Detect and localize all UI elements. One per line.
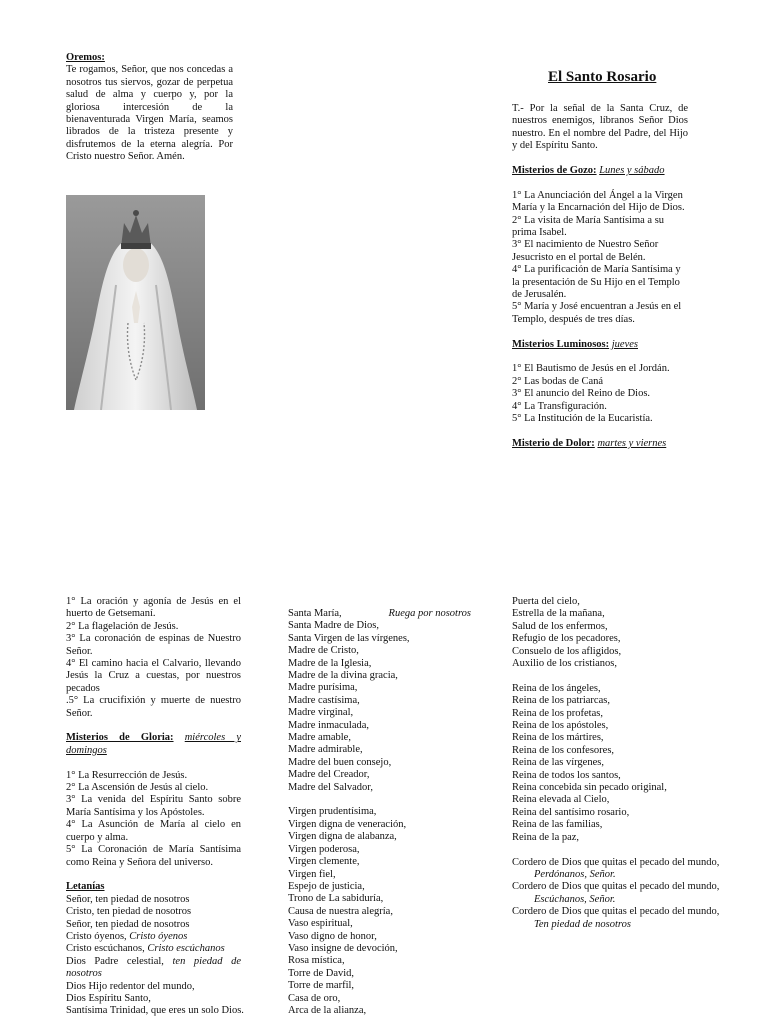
list-item: 3° El anuncio del Reino de Dios.: [512, 388, 651, 400]
list-item: Vaso insigne de devoción,: [288, 942, 398, 954]
list-item: Reina de los ángeles,: [512, 682, 601, 694]
litany-line: [66, 906, 241, 918]
page-title: El Santo Rosario: [548, 69, 657, 85]
list-item: Torre de David,: [288, 967, 355, 979]
list-item: 5° La Coronación de María Santísima como Reina y Señora del universo.: [66, 844, 241, 868]
list-item: Auxilio de los cristianos,: [512, 658, 617, 670]
list-item: Madre de la Iglesia,: [288, 657, 372, 669]
agnus-dei-line: Cordero de Dios que quitas el pecado del mundo,: [512, 856, 720, 868]
agnus-dei-response: Escúchanos, Señor.: [534, 893, 616, 905]
list-item: Reina elevada al Cielo,: [512, 794, 610, 806]
intro-section: [512, 103, 688, 153]
list-item: .5° La crucifixión y muerte de nuestro Señor.: [66, 695, 241, 719]
list-item: Madre virginal,: [288, 707, 354, 719]
list-item: 4° La Asunción de María al cielo en cuerpo y alma.: [66, 819, 241, 843]
litany-response: Cristo óyenos: [129, 930, 188, 942]
list-item: Estrella de la mañana,: [512, 608, 605, 620]
litany-line: [66, 919, 241, 931]
dolor-days: martes y viernes: [597, 437, 667, 449]
agnus-dei-response: Ten piedad de nosotros: [534, 918, 631, 930]
list-item: Madre de Cristo,: [288, 645, 359, 657]
list-item: Reina de las familias,: [512, 819, 603, 831]
oremos-text: Te rogamos, Señor, que nos concedas a nosotros tus siervos, gozar de perpetua salud de alma y cuerpo y, por la gloriosa intercesión de la bienaventurada Virgen María, seamos librados de la tristeza presente y disfrutemos de la eterna alegría. Por Cristo nuestro Señor. Amén.: [66, 64, 233, 163]
litany-first-row: [288, 608, 473, 620]
list-item: Madre del Salvador,: [288, 781, 374, 793]
oremos-section: [66, 52, 233, 164]
list-item: 1° El Bautismo de Jesús en el Jordán.: [512, 363, 670, 375]
litany-column-3: [512, 596, 724, 931]
list-item: 1° La oración y agonía de Jesús en el huerto de Getsemaní.: [66, 596, 241, 620]
litany-text: Dios Hijo redentor del mundo,: [66, 980, 195, 992]
litany-invocation: Santa María,: [288, 608, 342, 619]
list-item: Reina de todos los santos,: [512, 769, 621, 781]
list-item: Reina de los confesores,: [512, 744, 615, 756]
litany-response: Cristo escúchanos: [147, 943, 225, 955]
dolor-heading: Misterio de Dolor:: [512, 437, 595, 449]
list-item: 4° La purificación de María Santísima y la presentación de Su Hijo en el Templo de Jerusalén.: [512, 264, 681, 301]
litany-line: [66, 1005, 244, 1017]
litany-column-2: [288, 608, 473, 1017]
list-item: Santa Madre de Dios,: [288, 620, 379, 632]
list-item: Virgen poderosa,: [288, 843, 360, 855]
intro-text: T.- Por la señal de la Santa Cruz, de nuestros enemigos, líbranos Señor Dios nuestro. En el nombre del Padre, del Hijo y del Espíritu Santo.: [512, 103, 688, 152]
list-item: 3° La coronación de espinas de Nuestro Señor.: [66, 633, 241, 657]
gloria-heading: Misterios de Gloria:: [66, 732, 174, 744]
list-item: 4° El camino hacia el Calvario, llevando Jesús la Cruz a cuestas, por nuestros pecados: [66, 658, 241, 694]
agnus-dei-line: Cordero de Dios que quitas el pecado del mundo,: [512, 906, 720, 918]
list-item: Madre purísima,: [288, 682, 358, 694]
gozo-section: [512, 165, 690, 450]
list-item: Madre castísima,: [288, 694, 360, 706]
list-item: Reina de los apóstoles,: [512, 720, 609, 732]
agnus-dei-line: Cordero de Dios que quitas el pecado del mundo,: [512, 881, 720, 893]
litany-text: Señor, ten piedad de nosotros: [66, 918, 190, 930]
litany-line: [66, 993, 241, 1005]
list-item: Casa de oro,: [288, 992, 341, 1004]
litany-line: [66, 894, 241, 906]
list-item: Virgen digna de alabanza,: [288, 831, 397, 843]
list-item: Vaso espiritual,: [288, 918, 353, 930]
list-item: Reina de los profetas,: [512, 707, 603, 719]
list-item: Trono de La sabiduría,: [288, 893, 384, 905]
list-item: Consuelo de los afligidos,: [512, 645, 622, 657]
list-item: Reina de las vírgenes,: [512, 757, 604, 769]
list-item: Vaso digno de honor,: [288, 930, 377, 942]
list-item: Reina de la paz,: [512, 831, 580, 843]
list-item: Virgen clemente,: [288, 856, 360, 868]
list-item: 2° La Ascensión de Jesús al cielo.: [66, 782, 209, 794]
list-item: Madre amable,: [288, 732, 351, 744]
list-item: Refugio de los pecadores,: [512, 633, 621, 645]
list-item: 5° María y José encuentran a Jesús en el Templo, después de tres días.: [512, 301, 682, 325]
list-item: Salud de los enfermos,: [512, 620, 608, 632]
gloria-days: miércoles y domingos: [66, 732, 241, 756]
litany-line: [66, 956, 241, 981]
gozo-heading: Misterios de Gozo:: [512, 165, 597, 176]
list-item: 1° La Resurrección de Jesús.: [66, 769, 188, 781]
letanias-heading: Letanías: [66, 881, 105, 893]
list-item: Torre de marfil,: [288, 980, 355, 992]
list-item: 3° La venida del Espíritu Santo sobre María Santísima y los Apóstoles.: [66, 794, 241, 818]
list-item: 2° Las bodas de Caná: [512, 375, 604, 387]
litany-line: [66, 943, 241, 955]
virgin-statue-photo: [66, 195, 205, 410]
agnus-dei-response: Perdónanos, Señor.: [534, 868, 616, 880]
gozo-days: Lunes y sábado: [599, 165, 665, 176]
litany-response: Ruega por nosotros: [388, 608, 471, 619]
litany-line: [66, 931, 241, 943]
list-item: Virgen fiel,: [288, 868, 336, 880]
litany-line: [66, 981, 241, 993]
list-item: Rosa mística,: [288, 955, 345, 967]
list-item: 4° La Transfiguración.: [512, 400, 607, 412]
list-item: Madre admirable,: [288, 744, 363, 756]
list-item: 2° La flagelación de Jesús.: [66, 620, 179, 632]
list-item: Reina del santísimo rosario,: [512, 806, 630, 818]
list-item: Arca de la alianza,: [288, 1004, 367, 1016]
list-item: Virgen prudentísima,: [288, 806, 377, 818]
litany-response: ten piedad de nosotros: [66, 955, 241, 980]
list-item: Madre del buen consejo,: [288, 756, 392, 768]
list-item: 2° La visita de María Santísima a su prima Isabel.: [512, 214, 665, 239]
list-item: Madre del Creador,: [288, 769, 370, 781]
litany-text: Cristo, ten piedad de nosotros: [66, 906, 192, 918]
list-item: Reina de los patriarcas,: [512, 695, 610, 707]
litany-text: Señor, ten piedad de nosotros: [66, 893, 190, 905]
list-item: Virgen digna de veneración,: [288, 818, 407, 830]
litany-text: Cristo óyenos,: [66, 930, 130, 942]
dolor-gloria-column: [66, 596, 244, 1018]
list-item: Santa Virgen de las vírgenes,: [288, 632, 410, 644]
list-item: 1° La Anunciación del Ángel a la Virgen María y la Encarnación del Hijo de Dios.: [512, 189, 685, 214]
luminosos-days: jueves: [611, 338, 638, 350]
list-item: Reina concebida sin pecado original,: [512, 782, 667, 794]
oremos-heading: Oremos:: [66, 52, 105, 63]
litany-text: Dios Padre celestial,: [66, 955, 173, 967]
list-item: Causa de nuestra alegría,: [288, 905, 393, 917]
list-item: Puerta del cielo,: [512, 596, 580, 607]
list-item: Madre de la divina gracia,: [288, 670, 398, 682]
list-item: 3° El nacimiento de Nuestro Señor Jesucristo en el portal de Belén.: [512, 239, 659, 263]
litany-text: Dios Espíritu Santo,: [66, 992, 151, 1004]
luminosos-heading: Misterios Luminosos:: [512, 338, 610, 350]
litany-text: Santísima Trinidad, que eres un solo Dios.: [66, 1005, 244, 1017]
list-item: 5° La Institución de la Eucaristía.: [512, 413, 653, 425]
list-item: Madre inmaculada,: [288, 719, 370, 731]
list-item: Espejo de justicia,: [288, 880, 365, 892]
litany-text: Cristo escúchanos,: [66, 943, 148, 955]
list-item: Reina de los mártires,: [512, 732, 604, 744]
